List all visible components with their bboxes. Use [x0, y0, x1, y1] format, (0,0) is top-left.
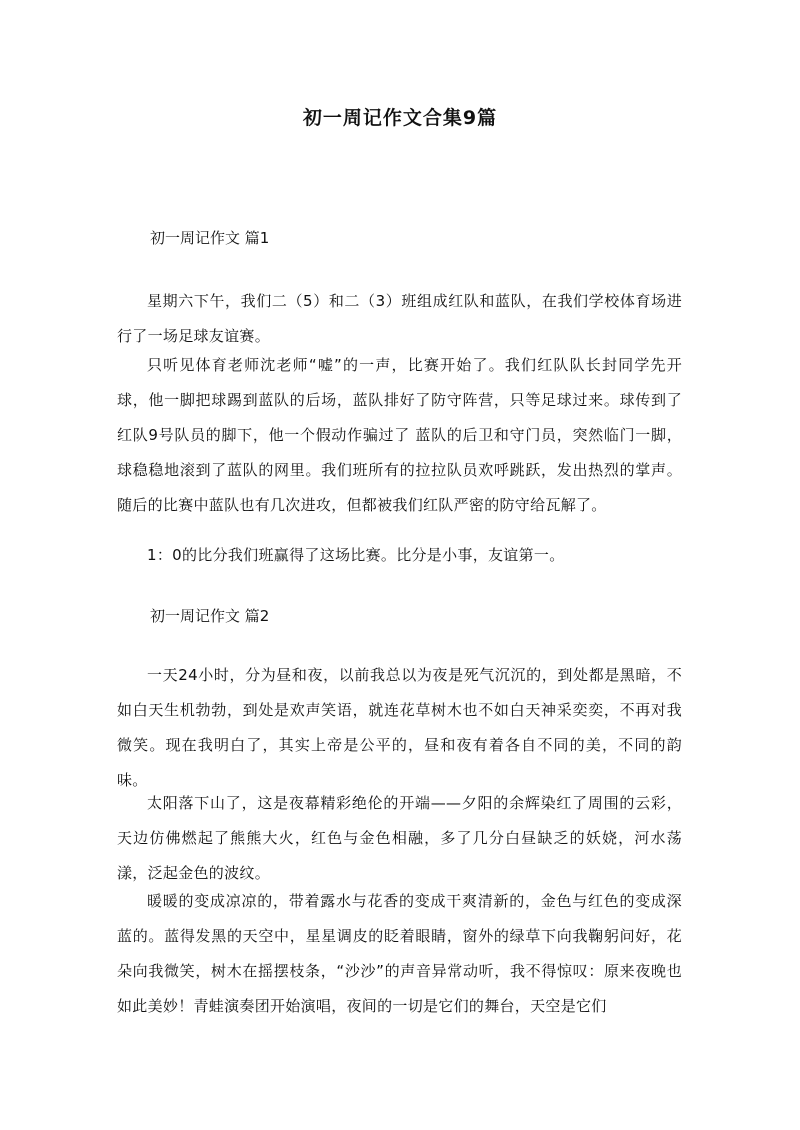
paragraph: 星期六下午，我们二（5）和二（3）班组成红队和蓝队，在我们学校体育场进行了一场足球友谊赛。: [117, 292, 682, 345]
paragraph: 一天24小时，分为昼和夜，以前我总以为夜是死气沉沉的，到处都是黑暗，不如白天生机勃勃，到处是欢声笑语，就连花草树木也不如白天神采奕奕，不再对我微笑。现在我明白了，其实上帝是公平的，昼和夜有着各自不同的美，不同的韵味。: [117, 666, 682, 789]
paragraph: 太阳落下山了，这是夜幕精彩绝伦的开端——夕阳的余辉染红了周围的云彩，天边仿佛燃起了熊熊大火，红色与金色相融，多了几分白昼缺乏的妖娆，河水荡漾，泛起金色的波纹。: [117, 794, 682, 882]
section-heading-1: 初一周记作文 篇1: [150, 229, 270, 247]
paragraph: 暖暖的变成凉凉的，带着露水与花香的变成干爽清新的，金色与红色的变成深蓝的。蓝得发黑的天空中，星星调皮的眨着眼睛，窗外的绿草下向我鞠躬问好，花朵向我微笑，树木在摇摆枝条，“沙沙”的声音异常动听，我不得惊叹：原来夜晚也如此美妙！青蛙演奏团开始演唱，夜间的一切是它们的舞台，天空是它们: [117, 892, 682, 1015]
paragraph: 1：0的比分我们班赢得了这场比赛。比分是小事，友谊第一。: [147, 546, 565, 564]
document-title: 初一周记作文合集9篇: [302, 107, 498, 129]
section-heading-2: 初一周记作文 篇2: [150, 607, 270, 625]
paragraph: 只听见体育老师沈老师“嘘”的一声，比赛开始了。我们红队队长封同学先开球，他一脚把球踢到蓝队的后场，蓝队排好了防守阵营，只等足球过来。球传到了红队9号队员的脚下，他一个假动作骗过了 蓝队的后卫和守门员，突然临门一脚，球稳稳地滚到了蓝队的网里。我们班所有的拉拉队员欢呼跳跃，发出热烈的掌声。随后的比赛中蓝队也有几次进攻，但都被我们红队严密的防守给瓦解了。: [117, 356, 682, 514]
